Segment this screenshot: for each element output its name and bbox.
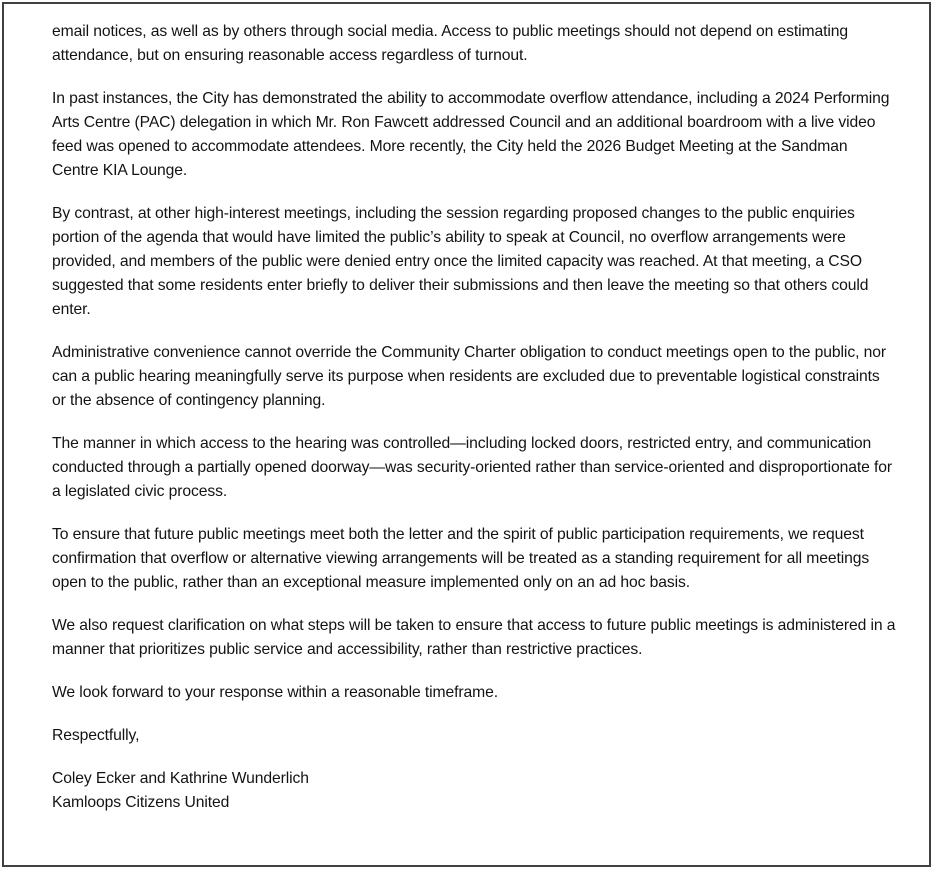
paragraph-past-instances: In past instances, the City has demonstrated the ability to accommodate overflow attendance, including a 2024 Performing Arts Centre (PAC) delegation in which Mr. Ron Fawcett addressed Council and an additional boardroom with a live video feed was opened to accommodate attendees. More recently, the City held the 2026 Budget Meeting at the Sandman Centre KIA Lounge.	[52, 90, 890, 179]
paragraph-access-intro: email notices, as well as by others through social media. Access to public meetings should not depend on estimating attendance, but on ensuring reasonable access regardless of turnout.	[52, 23, 848, 64]
paragraph-manner-of-access: The manner in which access to the hearing was controlled—including locked doors, restricted entry, and communication conducted through a partially opened doorway—was security-oriented rather than service-oriented and disproportionate for a legislated civic process.	[52, 435, 892, 500]
letter-page	[2, 2, 931, 867]
paragraph-administrative-convenience: Administrative convenience cannot override the Community Charter obligation to conduct meetings open to the public, nor can a public hearing meaningfully serve its purpose when residents are excluded due to preventable logistical constraints or the absence of contingency planning.	[52, 344, 886, 409]
paragraph-look-forward: We look forward to your response within a reasonable timeframe.	[52, 684, 498, 701]
paragraph-by-contrast: By contrast, at other high-interest meetings, including the session regarding proposed changes to the public enquiries portion of the agenda that would have limited the public’s ability to speak at Council, no overflow arrangements were provided, and members of the public were denied entry once the limited capacity was reached. At that meeting, a CSO suggested that some residents enter briefly to deliver their submissions and then leave the meeting so that others could enter.	[52, 205, 869, 318]
closing-salutation: Respectfully,	[52, 727, 140, 744]
signature-organization: Kamloops Citizens United	[52, 794, 230, 811]
paragraph-request-confirmation: To ensure that future public meetings meet both the letter and the spirit of public participation requirements, we request confirmation that overflow or alternative viewing arrangements will be treated as a standing requirement for all meetings open to the public, rather than an exceptional measure implemented only on an ad hoc basis.	[52, 526, 870, 591]
signature-block	[52, 767, 896, 815]
paragraph-request-clarification: We also request clarification on what steps will be taken to ensure that access to future public meetings is administered in a manner that prioritizes public service and accessibility, rather than restrictive practices.	[52, 617, 896, 658]
signature-names: Coley Ecker and Kathrine Wunderlich	[52, 770, 309, 787]
